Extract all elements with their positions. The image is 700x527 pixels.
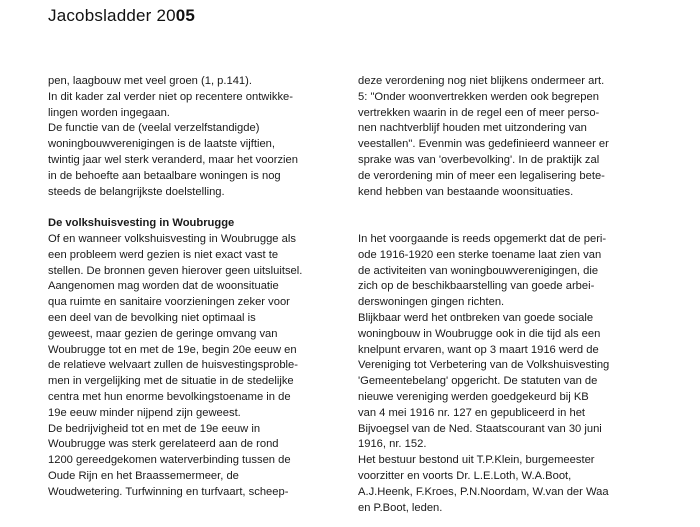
text-line: Blijkbaar werd het ontbreken van goede sociale (358, 311, 594, 324)
text-line: Vereniging tot Verbetering van de Volkshuisvesting (358, 359, 610, 372)
text-line: woningbouwverenigingen is de laatste vijftien, (48, 138, 276, 151)
text-line: In dit kader zal verder niet op recentere ontwikke- (48, 90, 294, 103)
text-line: In het voorgaande is reeds opgemerkt dat de peri- (358, 232, 607, 245)
text-line: Bijvoegsel van de Ned. Staatscourant van 30 juni (358, 422, 602, 435)
left-paragraph-2 (48, 232, 350, 501)
text-line: en P.Boot, leden. (358, 501, 443, 514)
section-heading: De volkshuisvesting in Woubrugge (48, 217, 235, 230)
text-line: stellen. De bronnen geven hierover geen uitsluitsel. (48, 264, 303, 277)
text-line: nen nachtverblijf houden met uitzondering van (358, 122, 587, 135)
text-line: kend hebben van bestaande woonsituaties. (358, 185, 574, 198)
text-line: geweest, maar gezien de geringe omvang van (48, 327, 278, 340)
text-line: centra met hun enorme bevolkingstoename in de (48, 390, 291, 403)
text-line: sprake was van 'overbevolking'. In de praktijk zal (358, 153, 600, 166)
text-line: Woubrugge was sterk gerelateerd aan de rond (48, 438, 279, 451)
text-line: A.J.Heenk, F.Kroes, P.N.Noordam, W.van der Waa (358, 485, 609, 498)
right-column (358, 74, 660, 516)
text-line: pen, laagbouw met veel groen (1, p.141). (48, 75, 252, 87)
text-line: voorzitter en voorts Dr. L.E.Loth, W.A.Boot, (358, 469, 572, 482)
text-line: ode 1916-1920 een sterke toename laat zien van (358, 248, 602, 261)
text-line: Aangenomen mag worden dat de woonsituatie (48, 280, 279, 293)
text-line: Het bestuur bestond uit T.P.Klein, burgemeester (358, 454, 595, 467)
text-line: vertrekken waarin in de regel een of meer perso- (358, 106, 600, 119)
text-line: steeds de belangrijkste doelstelling. (48, 185, 225, 198)
text-line: 1200 gereedgekomen waterverbinding tussen de (48, 454, 291, 467)
text-line: de relatieve welvaart zullen de huisvestingsproble- (48, 359, 298, 372)
right-paragraph-2 (358, 232, 660, 516)
text-line: de activiteiten van woningbouwverenigingen, die (358, 264, 599, 277)
text-line: Of en wanneer volkshuisvesting in Woubrugge als (48, 232, 296, 245)
text-line: 'Gemeentebelang' opgericht. De statuten van de (358, 375, 598, 388)
text-line: woningbouw in Woubrugge ook in die tijd als een (358, 327, 601, 340)
text-line: de verordening min of meer een legalisering bete- (358, 169, 605, 182)
text-line: derswoningen gingen richten. (358, 296, 505, 309)
text-line: Oude Rijn en het Braassemermeer, de (48, 469, 239, 482)
text-line: Woubrugge tot en met de 19e, begin 20e eeuw en (48, 343, 297, 356)
text-line: 19e eeuw minder nijpend zijn geweest. (48, 406, 241, 419)
text-line: De functie van de (veelal verzelfstandigde) (48, 122, 260, 135)
header-title-bold: 05 (175, 6, 196, 25)
text-line: men in vergelijking met de situatie in de stedelijke (48, 375, 294, 388)
text-line: in de behoefte aan betaalbare woningen is nog (48, 169, 281, 182)
text-line: twintig jaar wel sterk veranderd, maar het voorzien (48, 153, 298, 166)
text-line: een probleem werd gezien is niet exact vast te (48, 248, 279, 261)
running-header (48, 6, 195, 26)
text-line: zich op de beschikbaarstelling van goede arbei- (358, 280, 595, 293)
text-line: veestallen". Evenmin was gedefinieerd wanneer er (358, 138, 609, 151)
header-title: Jacobsladder 20 (48, 6, 176, 25)
text-line: 5: "Onder woonvertrekken werden ook begrepen (358, 90, 599, 103)
left-column (48, 74, 350, 501)
left-paragraph-1 (48, 74, 350, 200)
text-line: 1916, nr. 152. (358, 438, 427, 451)
text-line: van 4 mei 1916 nr. 127 en gepubliceerd in het (358, 406, 586, 419)
text-line: deze verordening nog niet blijkens ondermeer art. (358, 75, 605, 87)
right-paragraph-1 (358, 74, 660, 200)
text-line: een deel van de bevolking niet optimaal is (48, 311, 256, 324)
text-line: Woudwetering. Turfwinning en turfvaart, scheep- (48, 485, 289, 498)
text-line: qua ruimte en sanitaire voorzieningen zeker voor (48, 296, 290, 309)
text-line: knelpunt ervaren, want op 3 maart 1916 werd de (358, 343, 599, 356)
text-line: nieuwe vereniging werden goedgekeurd bij KB (358, 390, 589, 403)
text-line: De bedrijvigheid tot en met de 19e eeuw in (48, 422, 261, 435)
text-line: lingen worden ingegaan. (48, 106, 170, 119)
